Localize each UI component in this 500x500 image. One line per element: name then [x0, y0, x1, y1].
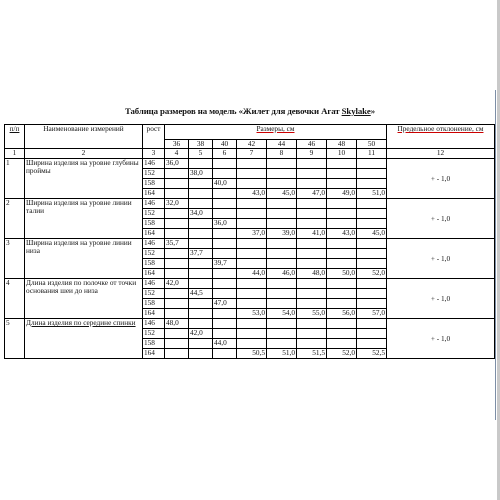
measure-name: Длина изделия по полочке от точки основания шеи до низа — [25, 279, 143, 319]
size-value-cell: 41,0 — [297, 229, 327, 239]
size-value-cell: 36,0 — [213, 219, 237, 229]
size-value-cell — [267, 159, 297, 169]
column-numbers-row — [5, 149, 495, 159]
table-row — [5, 199, 495, 209]
size-value-cell — [189, 179, 213, 189]
size-value-cell — [267, 199, 297, 209]
size-header-cell: 46 — [297, 140, 327, 149]
size-value-cell: 52,5 — [357, 349, 387, 359]
size-value-cell — [267, 219, 297, 229]
table-row — [5, 319, 495, 329]
size-value-cell — [165, 339, 189, 349]
tolerance-cell: + - 1,0 — [387, 319, 495, 359]
size-value-cell: 44,0 — [237, 269, 267, 279]
size-value-cell — [213, 319, 237, 329]
size-value-cell — [237, 199, 267, 209]
size-value-cell — [237, 159, 267, 169]
size-value-cell — [267, 239, 297, 249]
height-cell: 164 — [143, 229, 165, 239]
size-header-cell: 44 — [267, 140, 297, 149]
size-value-cell — [165, 209, 189, 219]
size-value-cell — [237, 239, 267, 249]
height-cell: 152 — [143, 209, 165, 219]
size-value-cell — [189, 219, 213, 229]
size-value-cell — [297, 169, 327, 179]
size-value-cell — [327, 159, 357, 169]
tolerance-cell: + - 1,0 — [387, 159, 495, 199]
size-value-cell — [297, 289, 327, 299]
column-number-cell: 11 — [357, 149, 387, 159]
table-row — [5, 279, 495, 289]
size-value-cell — [189, 189, 213, 199]
size-value-cell — [213, 279, 237, 289]
size-value-cell — [297, 259, 327, 269]
size-value-cell — [213, 349, 237, 359]
size-value-cell: 51,0 — [267, 349, 297, 359]
size-value-cell — [297, 279, 327, 289]
size-value-cell: 47,0 — [297, 189, 327, 199]
title-suffix: » — [370, 106, 376, 116]
size-value-cell — [189, 259, 213, 269]
size-value-cell — [357, 209, 387, 219]
size-value-cell: 50,0 — [327, 269, 357, 279]
size-value-cell: 51,0 — [357, 189, 387, 199]
size-value-cell — [357, 159, 387, 169]
size-value-cell — [297, 339, 327, 349]
column-number-cell: 4 — [165, 149, 189, 159]
size-value-cell — [165, 289, 189, 299]
size-value-cell — [267, 329, 297, 339]
size-value-cell — [165, 229, 189, 239]
size-value-cell — [327, 259, 357, 269]
size-value-cell: 45,0 — [357, 229, 387, 239]
height-cell: 152 — [143, 329, 165, 339]
height-cell: 152 — [143, 249, 165, 259]
size-value-cell: 57,0 — [357, 309, 387, 319]
size-header-cell: 38 — [189, 140, 213, 149]
size-value-cell — [165, 329, 189, 339]
measure-name: Ширина изделия на уровне глубины проймы — [25, 159, 143, 199]
column-number-cell: 12 — [387, 149, 495, 159]
size-value-cell — [327, 199, 357, 209]
height-cell: 146 — [143, 199, 165, 209]
size-value-cell — [297, 199, 327, 209]
size-value-cell — [165, 189, 189, 199]
size-value-cell — [237, 299, 267, 309]
measure-number: 1 — [5, 159, 25, 199]
measure-number: 4 — [5, 279, 25, 319]
size-value-cell — [237, 319, 267, 329]
size-value-cell — [267, 299, 297, 309]
size-value-cell — [357, 279, 387, 289]
size-value-cell — [237, 289, 267, 299]
size-value-cell — [213, 209, 237, 219]
size-value-cell: 34,0 — [189, 209, 213, 219]
size-value-cell — [213, 289, 237, 299]
measure-number: 3 — [5, 239, 25, 279]
size-value-cell — [213, 329, 237, 339]
header-name: Наименование измерений — [25, 125, 143, 149]
size-value-cell — [165, 169, 189, 179]
size-value-cell — [237, 339, 267, 349]
size-value-cell: 48,0 — [297, 269, 327, 279]
size-value-cell — [327, 279, 357, 289]
size-value-cell — [327, 219, 357, 229]
size-value-cell: 37,7 — [189, 249, 213, 259]
header-row-top — [5, 125, 495, 140]
size-value-cell — [165, 299, 189, 309]
height-cell: 164 — [143, 269, 165, 279]
size-value-cell — [327, 299, 357, 309]
size-value-cell — [237, 259, 267, 269]
size-value-cell — [267, 249, 297, 259]
size-value-cell — [357, 289, 387, 299]
size-value-cell: 42,0 — [189, 329, 213, 339]
size-header-cell: 50 — [357, 140, 387, 149]
size-value-cell: 39,7 — [213, 259, 237, 269]
size-value-cell — [213, 249, 237, 259]
size-table — [4, 124, 495, 359]
size-value-cell — [189, 299, 213, 309]
size-value-cell: 36,0 — [165, 159, 189, 169]
measure-name: Ширина изделия на уровне линии низа — [25, 239, 143, 279]
size-value-cell — [165, 219, 189, 229]
tolerance-cell: + - 1,0 — [387, 279, 495, 319]
size-value-cell — [327, 289, 357, 299]
title-prefix: Таблица размеров на модель «Жилет для девочки Агат — [124, 106, 342, 116]
size-value-cell — [237, 279, 267, 289]
size-value-cell — [189, 239, 213, 249]
size-value-cell: 45,0 — [267, 189, 297, 199]
size-value-cell — [237, 169, 267, 179]
size-value-cell: 43,0 — [327, 229, 357, 239]
size-value-cell — [267, 209, 297, 219]
header-height: рост — [143, 125, 165, 149]
table-row — [5, 239, 495, 249]
size-value-cell — [213, 159, 237, 169]
size-value-cell — [357, 259, 387, 269]
size-value-cell — [165, 309, 189, 319]
size-value-cell: 44,0 — [213, 339, 237, 349]
size-value-cell — [189, 269, 213, 279]
size-value-cell — [297, 239, 327, 249]
size-value-cell: 49,0 — [327, 189, 357, 199]
tolerance-cell: + - 1,0 — [387, 239, 495, 279]
size-value-cell: 48,0 — [165, 319, 189, 329]
title-brand: Skylake — [341, 106, 371, 116]
size-value-cell: 44,5 — [189, 289, 213, 299]
height-cell: 146 — [143, 159, 165, 169]
measure-number: 2 — [5, 199, 25, 239]
size-value-cell: 37,0 — [237, 229, 267, 239]
size-value-cell — [297, 329, 327, 339]
header-sizes: Размеры, см — [165, 125, 387, 140]
size-value-cell — [357, 299, 387, 309]
size-value-cell — [267, 279, 297, 289]
size-value-cell: 35,7 — [165, 239, 189, 249]
size-value-cell — [189, 279, 213, 289]
size-value-cell — [165, 269, 189, 279]
height-cell: 146 — [143, 279, 165, 289]
size-value-cell — [327, 329, 357, 339]
size-value-cell — [237, 179, 267, 189]
size-value-cell — [357, 219, 387, 229]
size-value-cell: 43,0 — [237, 189, 267, 199]
size-value-cell: 54,0 — [267, 309, 297, 319]
size-value-cell — [237, 329, 267, 339]
size-value-cell — [297, 299, 327, 309]
header-deviation: Предельное отклонение, см — [387, 125, 495, 149]
size-value-cell: 46,0 — [267, 269, 297, 279]
size-value-cell — [213, 199, 237, 209]
size-value-cell — [189, 199, 213, 209]
column-number-cell: 1 — [5, 149, 25, 159]
size-value-cell — [297, 179, 327, 189]
column-number-cell: 7 — [237, 149, 267, 159]
size-value-cell — [189, 229, 213, 239]
height-cell: 146 — [143, 239, 165, 249]
size-value-cell — [213, 309, 237, 319]
size-value-cell: 47,0 — [213, 299, 237, 309]
height-cell: 152 — [143, 169, 165, 179]
header-pn: п/п — [5, 125, 25, 149]
height-cell: 164 — [143, 309, 165, 319]
height-cell: 158 — [143, 179, 165, 189]
size-value-cell: 42,0 — [165, 279, 189, 289]
column-number-cell: 2 — [25, 149, 143, 159]
height-cell: 146 — [143, 319, 165, 329]
size-value-cell: 38,0 — [189, 169, 213, 179]
size-value-cell: 55,0 — [297, 309, 327, 319]
size-value-cell — [327, 209, 357, 219]
size-value-cell — [297, 319, 327, 329]
size-value-cell — [357, 169, 387, 179]
size-value-cell — [267, 259, 297, 269]
measure-name-text: Длина изделия по середине спинки — [26, 318, 136, 327]
document-title — [40, 106, 460, 116]
size-value-cell: 39,0 — [267, 229, 297, 239]
size-value-cell — [297, 249, 327, 259]
size-value-cell — [267, 319, 297, 329]
height-cell: 152 — [143, 289, 165, 299]
size-value-cell: 56,0 — [327, 309, 357, 319]
height-cell: 164 — [143, 349, 165, 359]
size-value-cell — [357, 179, 387, 189]
size-value-cell — [327, 239, 357, 249]
size-value-cell: 53,0 — [237, 309, 267, 319]
size-value-cell — [357, 249, 387, 259]
size-header-cell: 40 — [213, 140, 237, 149]
size-value-cell — [297, 209, 327, 219]
tolerance-cell: + - 1,0 — [387, 199, 495, 239]
size-value-cell — [327, 249, 357, 259]
size-value-cell: 52,0 — [357, 269, 387, 279]
size-value-cell — [237, 249, 267, 259]
size-value-cell — [297, 219, 327, 229]
size-value-cell — [327, 319, 357, 329]
size-value-cell — [189, 309, 213, 319]
size-header-cell: 48 — [327, 140, 357, 149]
size-value-cell — [357, 339, 387, 349]
size-header-cell: 36 — [165, 140, 189, 149]
size-value-cell — [213, 239, 237, 249]
size-value-cell — [165, 349, 189, 359]
size-value-cell — [213, 269, 237, 279]
size-value-cell: 52,0 — [327, 349, 357, 359]
size-value-cell — [357, 239, 387, 249]
size-value-cell — [267, 339, 297, 349]
height-cell: 158 — [143, 219, 165, 229]
size-value-cell: 32,0 — [165, 199, 189, 209]
height-cell: 158 — [143, 259, 165, 269]
column-number-cell: 8 — [267, 149, 297, 159]
size-value-cell — [189, 159, 213, 169]
size-value-cell — [327, 169, 357, 179]
height-cell: 158 — [143, 299, 165, 309]
size-value-cell — [165, 249, 189, 259]
height-cell: 164 — [143, 189, 165, 199]
column-number-cell: 10 — [327, 149, 357, 159]
column-number-cell: 9 — [297, 149, 327, 159]
measure-number: 5 — [5, 319, 25, 359]
measure-name — [25, 319, 143, 359]
size-value-cell — [267, 169, 297, 179]
column-number-cell: 6 — [213, 149, 237, 159]
size-value-cell — [213, 189, 237, 199]
size-value-cell: 40,0 — [213, 179, 237, 189]
size-value-cell: 50,5 — [237, 349, 267, 359]
size-value-cell — [213, 169, 237, 179]
size-value-cell — [357, 199, 387, 209]
size-value-cell — [237, 209, 267, 219]
size-value-cell — [165, 179, 189, 189]
page-edge-line — [495, 90, 496, 420]
size-value-cell — [189, 339, 213, 349]
measure-name: Ширина изделия на уровне линии талии — [25, 199, 143, 239]
size-value-cell: 51,5 — [297, 349, 327, 359]
table-row — [5, 159, 495, 169]
size-value-cell — [213, 229, 237, 239]
height-cell: 158 — [143, 339, 165, 349]
size-value-cell — [237, 219, 267, 229]
size-value-cell — [267, 289, 297, 299]
column-number-cell: 5 — [189, 149, 213, 159]
size-value-cell — [297, 159, 327, 169]
size-value-cell — [327, 339, 357, 349]
size-value-cell — [357, 319, 387, 329]
size-value-cell — [327, 179, 357, 189]
size-value-cell — [189, 319, 213, 329]
size-value-cell — [189, 349, 213, 359]
column-number-cell: 3 — [143, 149, 165, 159]
size-value-cell — [165, 259, 189, 269]
size-header-cell: 42 — [237, 140, 267, 149]
size-value-cell — [267, 179, 297, 189]
size-value-cell — [357, 329, 387, 339]
